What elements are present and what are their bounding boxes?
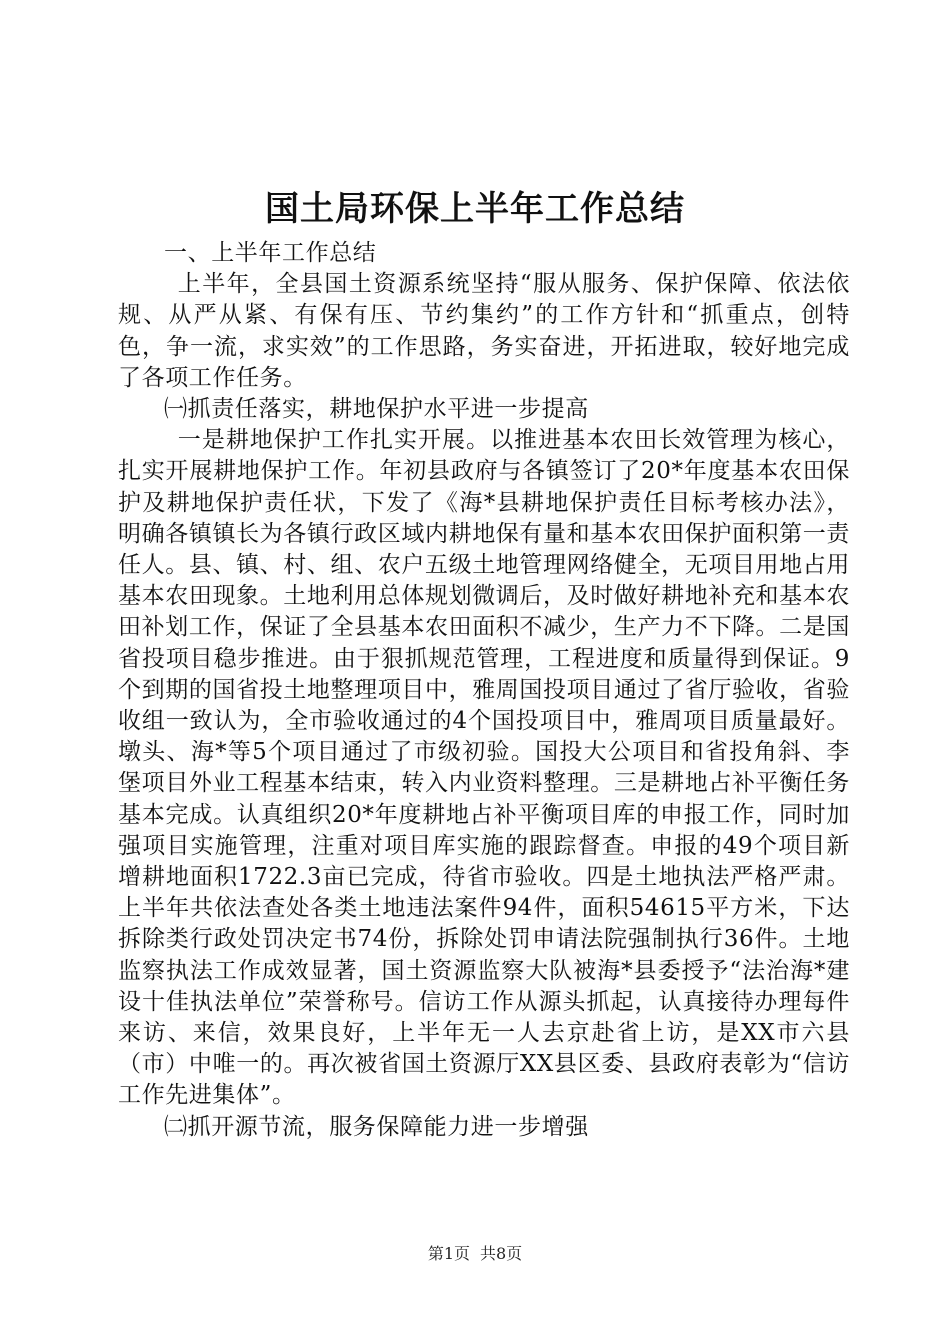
page-number: 第1页	[427, 1244, 470, 1263]
section-heading: 一、上半年工作总结	[164, 240, 377, 266]
subsection-heading: ㈠抓责任落实，耕地保护水平进一步提高	[164, 396, 589, 423]
subsection-paragraph: 一是耕地保护工作扎实开展。以推进基本农田长效管理为核心，扎实开展耕地保护工作。年初县政府与各镇签订了20*年度基本农田保护及耕地保护责任状，下发了《海*县耕地保护责任目标考核办法》，明确各镇镇长为各镇行政区域内耕地保有量和基本农田保护面积第一责任人。县、镇、村、组、农户五级土地管理网络健全，无项目用地占用基本农田现象。土地利用总体规划微调后，及时做好耕地补充和基本农田补划工作，保证了全县基本农田面积不减少，生产力不下降。二是国省投项目稳步推进。由于狠抓规范管理，工程进度和质量得到保证。9个到期的国省投土地整理项目中，雅周国投项目通过了省厅验收，省验收组一致认为，全市验收通过的4个国投项目中，雅周项目质量最好。墩头、海*等5个项目通过了市级初验。国投大公项目和省投角斜、李堡项目外业工程基本结束，转入内业资料整理。三是耕地占补平衡任务基本完成。认真组织20*年度耕地占补平衡项目库的申报工作，同时加强项目实施管理，注重对项目库实施的跟踪督查。申报的49个项目新增耕地面积1722.3亩已完成，待省市验收。四是土地执法严格严肃。上半年共依法查处各类土地违法案件94件，面积54615平方米，下达拆除类行政处罚决定书74份，拆除处罚申请法院强制执行36件。土地监察执法工作成效显著，国土资源监察大队被海*县委授予“法治海*建设十佳执法单位”荣誉称号。信访工作从源头抓起，认真接待办理每件来访、来信，效果良好，上半年无一人去京赴省上访，是XX市六县（市）中唯一的。再次被省国土资源厅XX县区委、县政府表彰为“信访工作先进集体”。	[118, 427, 850, 1109]
page-footer	[0, 1243, 950, 1265]
document-title: 国土局环保上半年工作总结	[265, 189, 685, 229]
page-total: 共8页	[480, 1244, 523, 1263]
subsection-heading: ㈡抓开源节流，服务保障能力进一步增强	[164, 1113, 589, 1140]
document-body	[118, 238, 850, 1143]
intro-paragraph: 上半年，全县国土资源系统坚持“服从服务、保护保障、依法依规、从严从紧、有保有压、节约集约”的工作方针和“抓重点，创特色，争一流，求实效”的工作思路，务实奋进，开拓进取，较好地完成了各项工作任务。	[118, 271, 850, 391]
